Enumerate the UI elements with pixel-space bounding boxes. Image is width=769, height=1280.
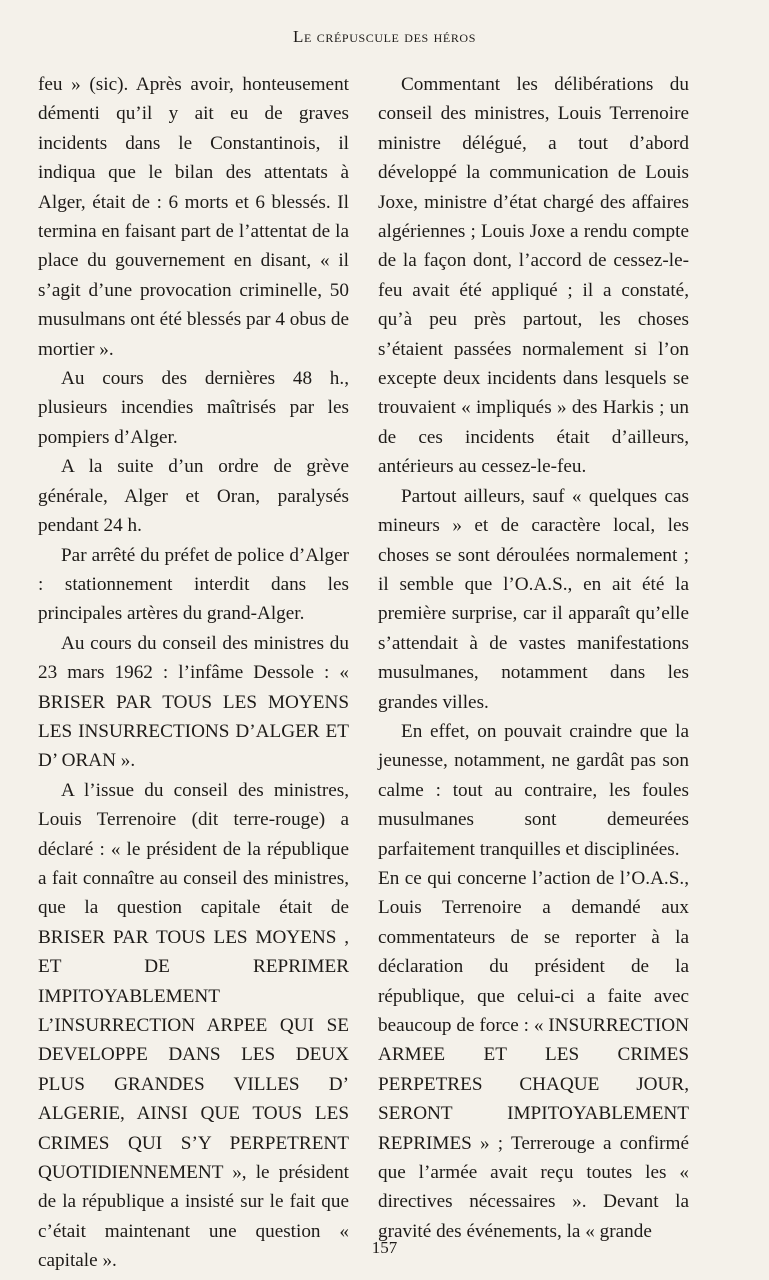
right-column	[378, 70, 689, 1246]
paragraph: Au cours des dernières 48 h., plusieurs incendies maîtrisés par les pompiers d’Alger.	[38, 368, 349, 448]
left-column	[38, 70, 349, 1276]
paragraph: feu » (sic). Après avoir, honteusement démenti qu’il y ait eu de graves incidents dans le Constantinois, il indiqua que le bilan des attentats à Alger, était de : 6 morts et 6 blessés. Il termina en faisant part de l’attentat de la place du gouvernement en disant, « il s’agit d’une provocation criminelle, 50 musulmans ont été blessés par 4 obus de mortier ».	[38, 74, 349, 360]
paragraph: En effet, on pouvait craindre que la jeunesse, notamment, ne gardât pas son calme : tout au contraire, les foules musulmanes sont demeurées parfaitement tranquilles et disciplinées.	[378, 720, 689, 860]
running-head: Le crépuscule des héros	[293, 27, 476, 46]
paragraph: A la suite d’un ordre de grève générale, Alger et Oran, paralysés pendant 24 h.	[38, 456, 349, 537]
paragraph: Commentant les délibérations du conseil des ministres, Louis Terrenoire ministre délégué, a tout d’abord développé la communication de Louis Joxe, ministre d’état chargé des affaires algériennes ; Louis Joxe a rendu compte de la façon dont, l’accord de cessez-le-feu avait été appliqué ; il a constaté, qu’à peu près partout, les choses s’étaient passées normalement si l’on excepte deux incidents dans lesquels se trouvaient « impliqués » des Harkis ; un de ces incidents était d’ailleurs, antérieurs au cessez-le-feu.	[378, 74, 689, 478]
page-number: 157	[371, 1238, 398, 1257]
paragraph: En ce qui concerne l’action de l’O.A.S., Louis Terrenoire a demandé aux commentateurs de se reporter à la déclaration du président de la république, que celui-ci a faite avec beaucoup de force : « INSURRECTION ARMEE ET LES CRIMES PERPETRES CHAQUE JOUR, SERONT IMPITOYABLEMENT REPRIMES » ; Terrerouge a confirmé que l’armée avait reçu toutes les « directives nécessaires ». Devant la gravité des événements, la « grande	[378, 867, 689, 1242]
paragraph: Partout ailleurs, sauf « quelques cas mineurs » et de caractère local, les choses se sont déroulées normalement ; il semble que l’O.A.S., en ait été la première surprise, car il apparaît qu’elle s’attendait à de vastes manifestations musulmanes, notamment dans les grandes villes.	[378, 485, 689, 713]
paragraph: A l’issue du conseil des ministres, Louis Terrenoire (dit terre-rouge) a déclaré : « le président de la république a fait connaître au conseil des ministres, que la question capitale était de BRISER PAR TOUS LES MOYENS , ET DE REPRIMER IMPITOYABLEMENT L’INSURRECTION ARPEE QUI SE DEVELOPPE DANS LES DEUX PLUS GRANDES VILLES D’ ALGERIE, AINSI QUE TOUS LES CRIMES QUI S’Y PERPETRENT QUOTIDIENNEMENT », le président de la république a insisté sur le fait que c’était maintenant une question « capitale ».	[38, 779, 349, 1272]
paragraph: Au cours du conseil des ministres du 23 mars 1962 : l’infâme Dessole : « BRISER PAR TOUS LES MOYENS LES INSURRECTIONS D’ALGER ET D’ ORAN ».	[38, 632, 349, 772]
paragraph: Par arrêté du préfet de police d’Alger : stationnement interdit dans les principales artères du grand-Alger.	[38, 544, 349, 625]
